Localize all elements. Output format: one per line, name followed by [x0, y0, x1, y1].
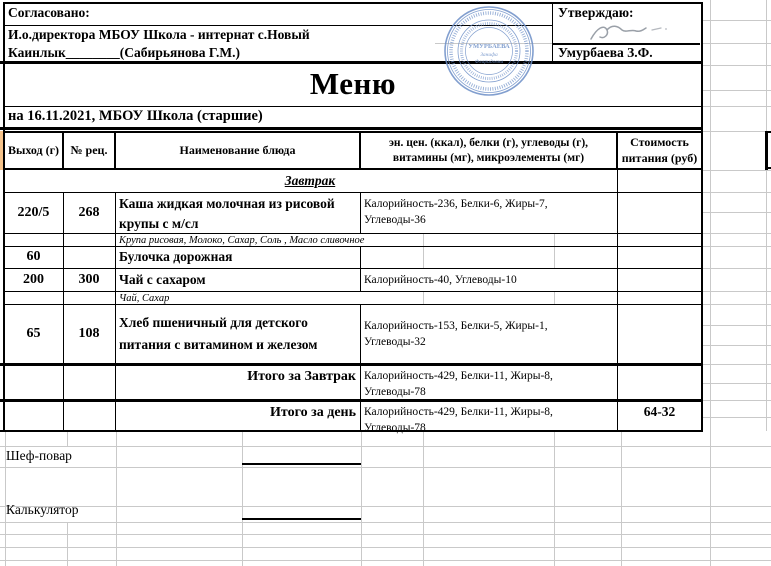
row1-dish-name: Каша жидкая молочная из рисовой крупы с м/сл	[119, 196, 335, 231]
row3-recipe: 300	[78, 271, 100, 287]
approved-name: Умурбаева З.Ф.	[558, 45, 653, 60]
row4-recipe: 108	[78, 325, 100, 341]
total-day-energy: Калорийность-429, Белки-11, Жиры-8, Углеводы-78	[364, 406, 553, 434]
section-breakfast: Завтрак	[284, 173, 336, 188]
total-day-label: Итого за день	[270, 405, 356, 420]
chef-label: Шеф-повар	[6, 448, 72, 463]
page-title: Меню	[309, 66, 397, 101]
header-row-left-sliver	[0, 131, 3, 170]
row1-ingredients: Крупа рисовая, Молоко, Сахар, Соль , Масло сливочное	[119, 235, 365, 246]
row3-energy: Калорийность-40, Углеводы-10	[364, 273, 517, 286]
total-day-cost: 64-32	[643, 404, 676, 419]
svg-text:УМУРБАЕВА: УМУРБАЕВА	[468, 43, 510, 50]
calculator-label: Калькулятор	[6, 502, 79, 517]
col-header-energy: эн. цен. (ккал), белки (г), углеводы (г), витамины (мг), микроэлементы (мг)	[388, 136, 589, 164]
col-header-recipe: № рец.	[70, 142, 108, 157]
agreed-director-line2: Каинлык________(Сабирьянова Г.М.)	[8, 45, 240, 60]
col-header-dish: Наименование блюда	[179, 142, 296, 157]
col-header-output: Выход (г)	[7, 142, 60, 157]
row2-output: 60	[26, 249, 41, 264]
signature-scribble	[588, 22, 676, 44]
approved-label: Утверждаю:	[558, 5, 634, 20]
agreed-director-line1: И.о.директора МБОУ Школа - интернат с.Новый	[8, 27, 310, 42]
total-breakfast-energy: Калорийность-429, Белки-11, Жиры-8, Углеводы-78	[364, 370, 553, 398]
col-header-cost: Стоимость питания (руб)	[621, 134, 698, 165]
row1-recipe: 268	[78, 204, 100, 220]
agreed-label: Согласовано:	[8, 5, 90, 20]
row3-ingredients: Чай, Сахар	[119, 293, 170, 304]
row1-output: 220/5	[17, 204, 50, 220]
row4-energy: Калорийность-153, Белки-5, Жиры-1, Углеводы-32	[364, 319, 548, 348]
row3-output: 200	[23, 271, 44, 287]
row4-dish-name: Хлеб пшеничный для детского питания с витамином и железом	[119, 314, 318, 352]
row3-dish-name: Чай с сахаром	[119, 271, 206, 287]
menu-date-subtitle: на 16.11.2021, МБОУ Школа (старшие)	[8, 108, 263, 124]
svg-text:Фларидовна: Фларидовна	[474, 59, 504, 65]
svg-text:Занифа: Занифа	[480, 52, 498, 58]
row1-energy: Калорийность-236, Белки-6, Жиры-7, Углеводы-36	[364, 198, 548, 226]
total-breakfast-label: Итого за Завтрак	[247, 369, 356, 384]
row2-dish-name: Булочка дорожная	[119, 249, 233, 264]
row4-output: 65	[26, 325, 41, 341]
